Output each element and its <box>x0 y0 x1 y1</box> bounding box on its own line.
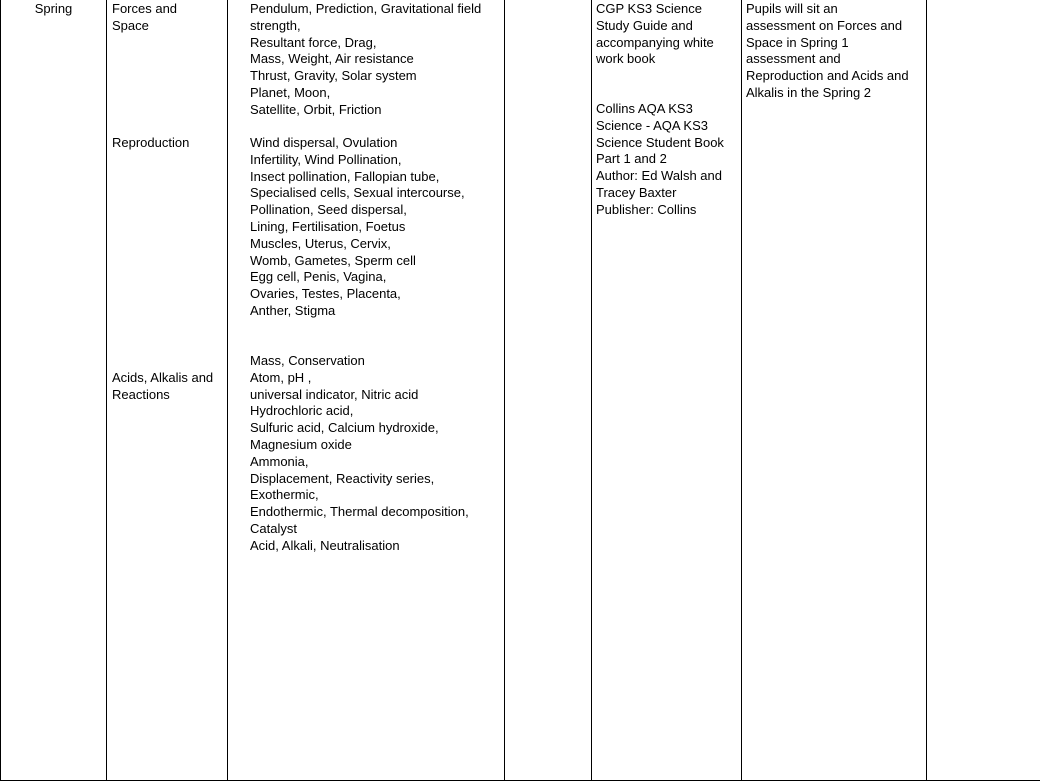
empty-cell <box>505 0 592 781</box>
topic-forces-and-space: Forces and Space <box>107 1 227 35</box>
keywords-acids: Mass, Conservation Atom, pH , universal indicator, Nitric acid Hydrochloric acid, Sulfuric acid, Calcium hydroxide, Magnesium oxide Ammonia, Displacement, Reactivity series, Exothermic, Endothermic, Thermal decomposition, Catalyst Acid, Alkali, Neutralisation <box>228 353 504 555</box>
keywords-forces: Pendulum, Prediction, Gravitational field strength, Resultant force, Drag, Mass, Weight, Air resistance Thrust, Gravity, Solar system Planet, Moon, Satellite, Orbit, Friction <box>228 1 504 119</box>
topic-cell <box>107 0 228 781</box>
resources-cell <box>592 0 742 781</box>
topic-acids-alkalis: Acids, Alkalis and Reactions <box>107 370 227 404</box>
topic-reproduction: Reproduction <box>107 135 227 152</box>
table-row-spring <box>1 0 1040 781</box>
assessment-cell <box>742 0 927 781</box>
keywords-cell <box>228 0 505 781</box>
resource-collins: Collins AQA KS3 Science - AQA KS3 Science Student Book Part 1 and 2 Author: Ed Walsh and Tracey Baxter Publisher: Collins <box>592 101 741 219</box>
keywords-reproduction: Wind dispersal, Ovulation Infertility, Wind Pollination, Insect pollination, Fallopian tube, Specialised cells, Sexual intercourse, Pollination, Seed dispersal, Lining, Fertilisation, Foetus Muscles, Uterus, Cervix, Womb, Gametes, Sperm cell Egg cell, Penis, Vagina, Ovaries, Testes, Placenta, Anther, Stigma <box>228 135 504 320</box>
assessment-text: Pupils will sit an assessment on Forces and Space in Spring 1 assessment and Reproduction and Acids and Alkalis in the Spring 2 <box>742 1 926 102</box>
resource-cgp: CGP KS3 Science Study Guide and accompanying white work book <box>592 1 741 68</box>
term-cell <box>1 0 107 781</box>
empty-cell-last <box>927 0 1040 781</box>
term-label: Spring <box>1 1 106 18</box>
